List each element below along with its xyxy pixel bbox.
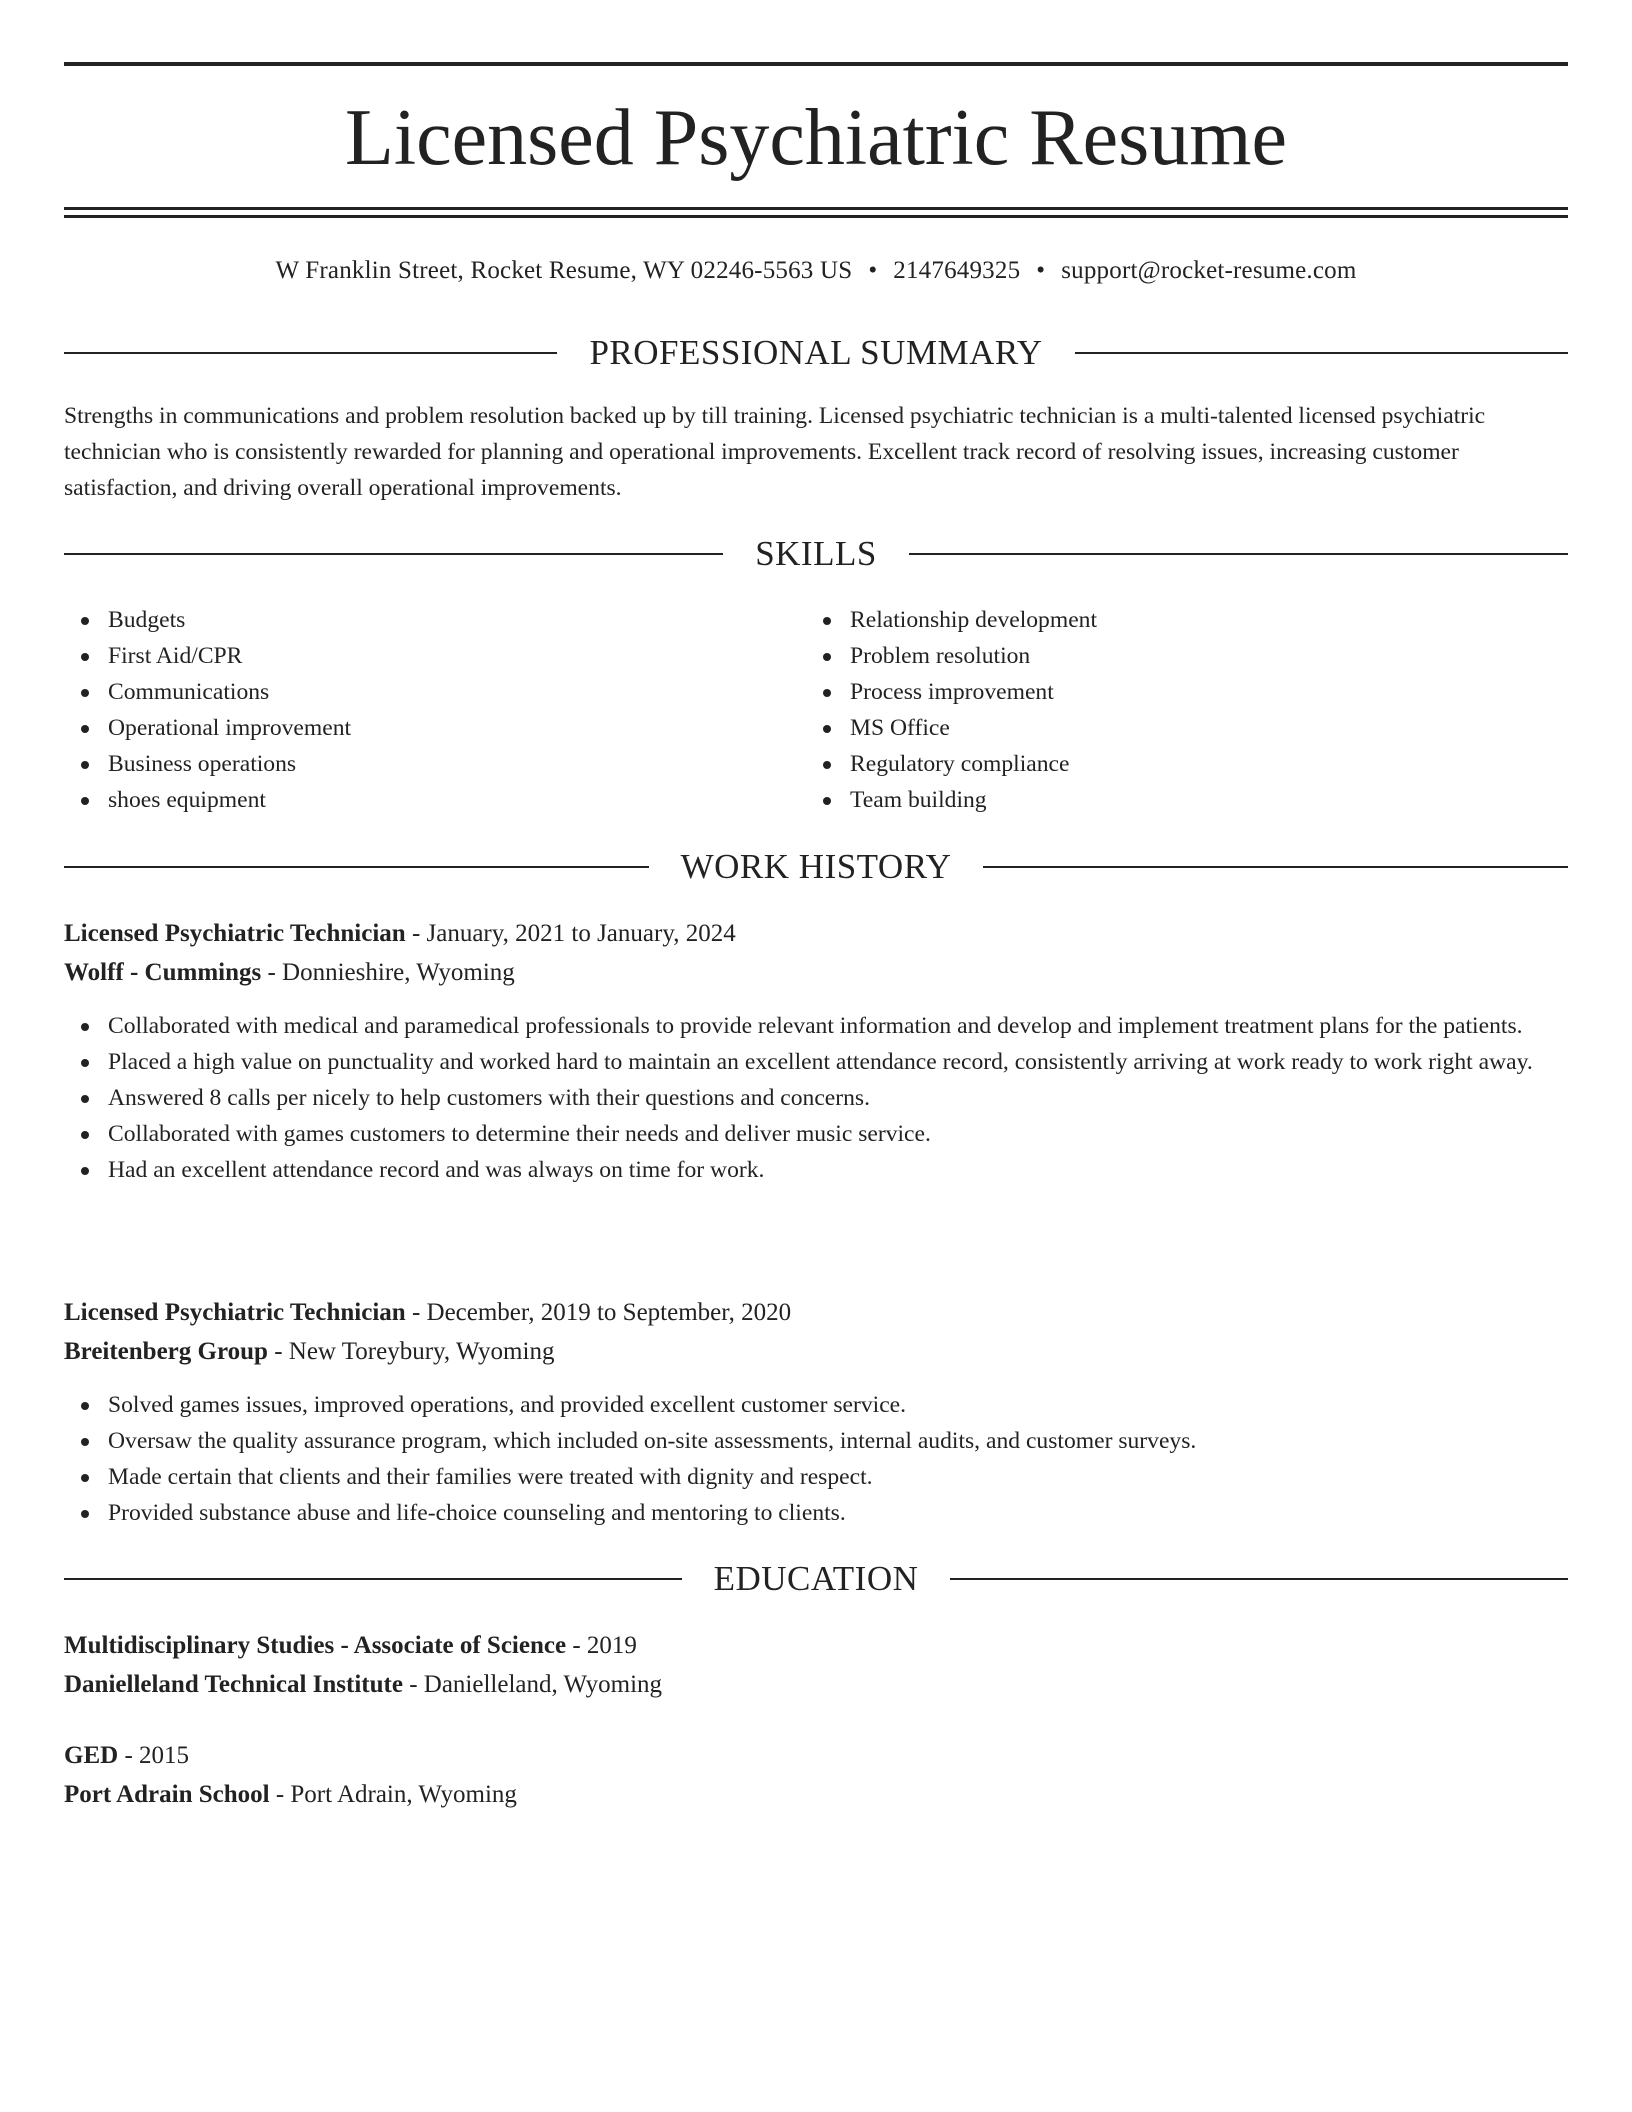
contact-line (64, 252, 1568, 290)
contact-email: support@rocket-resume.com (1061, 257, 1357, 284)
summary-text: Strengths in communications and problem resolution backed up by till training. Licensed psychiatric technician is a multi-talented licensed psychiatric technician who is consistently rewarded for planning and operational improvements. Excellent track record of resolving issues, increasing customer satisfaction, and driving overall operational improvements. (64, 403, 1486, 501)
education-location: - Danielleland, Wyoming (402, 1671, 663, 1698)
section-rule (64, 553, 723, 555)
section-title-summary: PROFESSIONAL SUMMARY (589, 333, 1043, 372)
skill-item: Process improvement (806, 674, 1506, 710)
education-school: Danielleland Technical Institute (64, 1671, 403, 1698)
job-dates: - December, 2019 to September, 2020 (405, 1299, 792, 1326)
job-location: - Donnieshire, Wyoming (261, 959, 515, 986)
contact-separator: • (868, 257, 878, 284)
section-rule (909, 553, 1568, 555)
job-company-line (64, 1332, 1568, 1371)
job-bullet: Answered 8 calls per nicely to help customers with their questions and concerns. (64, 1080, 1568, 1116)
job-dates: - January, 2021 to January, 2024 (405, 920, 736, 947)
section-rule (950, 1578, 1568, 1580)
section-rule (983, 866, 1568, 868)
contact-separator: • (1036, 257, 1046, 284)
job-location: - New Toreybury, Wyoming (267, 1338, 555, 1365)
skill-item: Regulatory compliance (806, 746, 1506, 782)
section-header-work (64, 845, 1568, 889)
skills-list-left (64, 602, 764, 818)
job-bullet: Placed a high value on punctuality and worked hard to maintain an excellent attendance record, consistently arriving at work ready to work right away. (64, 1044, 1568, 1080)
section-title-work: WORK HISTORY (680, 847, 952, 886)
skill-item: Communications (64, 674, 764, 710)
skill-item: Business operations (64, 746, 764, 782)
section-header-skills (64, 532, 1568, 576)
job-bullets (64, 1008, 1568, 1188)
job-title: Licensed Psychiatric Technician (64, 920, 406, 947)
education-degree-line (64, 1626, 1568, 1665)
education-school: Port Adrain School (64, 1781, 270, 1808)
job-bullet: Collaborated with games customers to determine their needs and deliver music service. (64, 1116, 1568, 1152)
job-title-line (64, 1293, 1568, 1332)
section-header-summary (64, 331, 1568, 375)
contact-address: W Franklin Street, Rocket Resume, WY 02246-5563 US (275, 257, 853, 284)
section-rule (64, 866, 649, 868)
skill-item: shoes equipment (64, 782, 764, 818)
education-year: - 2019 (566, 1632, 637, 1659)
skill-item: Budgets (64, 602, 764, 638)
section-rule (64, 352, 557, 354)
job-company-line (64, 953, 1568, 992)
education-school-line (64, 1665, 1568, 1704)
section-title-education: EDUCATION (713, 1559, 919, 1598)
skill-item: First Aid/CPR (64, 638, 764, 674)
skills-list-right (806, 602, 1506, 818)
job-title: Licensed Psychiatric Technician (64, 1299, 406, 1326)
job-title-line (64, 914, 1568, 953)
job-bullet: Had an excellent attendance record and was always on time for work. (64, 1152, 1568, 1188)
section-header-education (64, 1557, 1568, 1601)
skill-item: MS Office (806, 710, 1506, 746)
job-bullet: Made certain that clients and their families were treated with dignity and respect. (64, 1459, 1568, 1495)
skill-item: Relationship development (806, 602, 1506, 638)
education-degree: GED (64, 1742, 119, 1769)
job-company: Wolff - Cummings (64, 959, 262, 986)
education-location: - Port Adrain, Wyoming (269, 1781, 517, 1808)
education-degree-line (64, 1736, 1568, 1775)
skill-item: Operational improvement (64, 710, 764, 746)
education-year: - 2015 (118, 1742, 190, 1769)
job-bullet: Oversaw the quality assurance program, which included on-site assessments, internal audits, and customer surveys. (64, 1423, 1568, 1459)
top-rule (64, 62, 1568, 66)
education-school-line (64, 1775, 1568, 1814)
section-title-skills: SKILLS (755, 534, 877, 573)
job-bullet: Collaborated with medical and paramedical professionals to provide relevant information and develop and implement treatment plans for the patients. (64, 1008, 1568, 1044)
skill-item: Team building (806, 782, 1506, 818)
skill-item: Problem resolution (806, 638, 1506, 674)
contact-phone: 2147649325 (893, 257, 1021, 284)
job-company: Breitenberg Group (64, 1338, 268, 1365)
job-bullet: Solved games issues, improved operations, and provided excellent customer service. (64, 1387, 1568, 1423)
section-rule (1075, 352, 1568, 354)
section-rule (64, 1578, 682, 1580)
job-bullets (64, 1387, 1568, 1531)
title-rule-upper (64, 207, 1568, 210)
title-rule-lower (64, 215, 1568, 218)
job-bullet: Provided substance abuse and life-choice counseling and mentoring to clients. (64, 1495, 1568, 1531)
resume-title: Licensed Psychiatric Resume (345, 94, 1287, 182)
education-degree: Multidisciplinary Studies - Associate of Science (64, 1632, 567, 1659)
